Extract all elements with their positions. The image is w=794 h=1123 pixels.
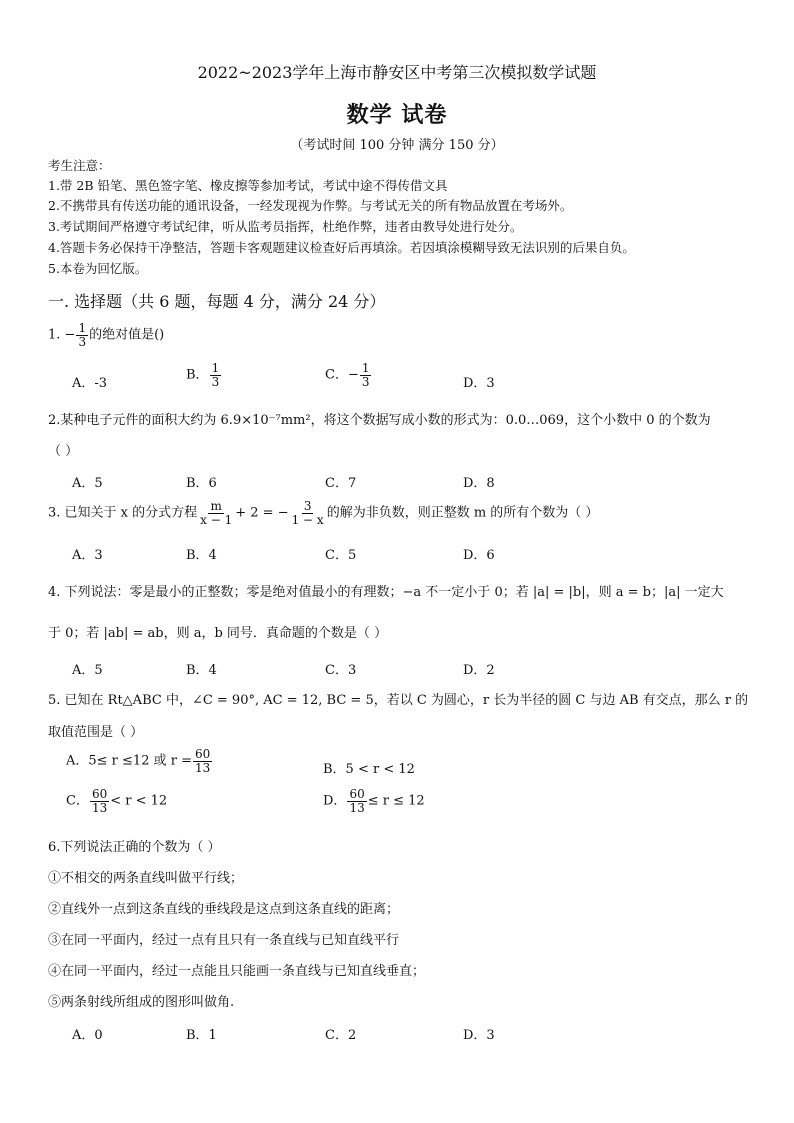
question-2-cont: （ ） [48, 444, 79, 459]
option-a: A．-3 [72, 376, 108, 391]
option-label: B． [186, 367, 209, 383]
option-label: A．5≤ r ≤12 或 r = [66, 753, 192, 769]
option-c: C．5 [325, 548, 357, 563]
option-b: B．6 [186, 476, 217, 491]
option-c [325, 362, 372, 388]
question-4: 4. 下列说法：零是最小的正整数；零是绝对值最小的有理数；−a 不一定小于 0；若 |a| = |b|，则 a = b；|a| 一定大 [48, 585, 724, 600]
notice-item: 3.考试期间严格遵守考试纪律，听从监考员指挥，杜绝作弊，违者由教导处进行处分。 [48, 219, 523, 234]
equation-part: + 2 = − [235, 505, 289, 521]
option-a: A．0 [72, 1028, 103, 1043]
option-a: A．5 [72, 476, 103, 491]
fraction [198, 500, 234, 526]
option-a [66, 748, 213, 774]
question-6: 6.下列说法正确的个数为（ ） [48, 840, 221, 855]
option-c: C．3 [325, 663, 357, 678]
question-1 [48, 322, 164, 348]
fraction [90, 788, 109, 814]
question-text: 的解为非负数，则正整数 m 的所有个数为（ ） [326, 505, 599, 521]
numerator: 3 [303, 499, 312, 513]
fraction [360, 362, 372, 388]
fraction [76, 322, 88, 348]
numerator: 60 [91, 787, 108, 801]
option-c: C．2 [325, 1028, 357, 1043]
denominator: 13 [194, 760, 211, 775]
denominator: 3 [361, 374, 370, 389]
numerator: 1 [78, 321, 87, 335]
option-text: < r < 12 [110, 793, 168, 809]
numerator: 1 [211, 361, 220, 375]
option-label: D． [323, 793, 347, 809]
fraction [193, 748, 212, 774]
statement-item: ①不相交的两条直线叫做平行线； [48, 871, 244, 886]
option-b: B．4 [186, 548, 217, 563]
numerator: 60 [349, 787, 365, 801]
notice-item: 1.带 2B 铅笔、黑色签字笔、橡皮擦等参加考试，考试中途不得传借文具 [48, 178, 448, 193]
fraction [210, 362, 222, 388]
denominator: 13 [349, 800, 365, 815]
question-text: 的绝对值是() [89, 327, 165, 343]
notice-item: 2.不携带具有传送功能的通讯设备，一经发现视为作弊。与考试无关的所有物品放置在考场外。 [48, 198, 573, 213]
exam-time-info: （考试时间 100 分钟 满分 150 分） [290, 138, 504, 153]
option-d: D．6 [463, 548, 495, 563]
denominator: 1 − x [291, 512, 324, 527]
denominator: 13 [91, 800, 108, 815]
notice-item: 5.本卷为回忆版。 [48, 261, 148, 276]
option-d [323, 788, 425, 814]
question-3 [48, 500, 598, 526]
exam-title: 2022~2023学年上海市静安区中考第三次模拟数学试题 [197, 63, 597, 82]
minus-sign: − [64, 327, 76, 343]
option-label: C．− [325, 367, 359, 383]
statement-item: ③在同一平面内，经过一点有且只有一条直线与已知直线平行 [48, 933, 400, 948]
option-d: D．3 [463, 376, 495, 391]
statement-item: ②直线外一点到这条直线的垂线段是这点到这条直线的距离； [48, 902, 400, 917]
option-a: A．3 [72, 548, 103, 563]
numerator: m [210, 499, 222, 513]
option-c [66, 788, 167, 814]
option-d: D．3 [463, 1028, 495, 1043]
exam-subtitle: 数学 试卷 [346, 102, 448, 128]
fraction [290, 500, 326, 526]
fraction [347, 788, 366, 814]
section-heading: 一. 选择题（共 6 题，每题 4 分，满分 24 分） [48, 292, 386, 311]
option-b [186, 362, 222, 388]
numerator: 60 [194, 747, 211, 761]
option-label: C． [66, 793, 89, 809]
denominator: x − 1 [200, 512, 233, 527]
option-d: D．2 [463, 663, 495, 678]
statement-item: ⑤两条射线所组成的图形叫做角. [48, 995, 235, 1010]
notice-item: 4.答题卡务必保持干净整洁，答题卡客观题建议检查好后再填涂。若因填涂模糊导致无法识别的后果自负。 [48, 240, 635, 255]
denominator: 3 [78, 334, 87, 349]
option-text: ≤ r ≤ 12 [367, 793, 425, 809]
option-b: B．4 [186, 663, 217, 678]
question-4-cont: 于 0；若 |ab| = ab，则 a，b 同号．真命题的个数是（ ） [48, 626, 388, 641]
option-d: D．8 [463, 476, 495, 491]
option-a: A．5 [72, 663, 103, 678]
question-text: 3. 已知关于 x 的分式方程 [48, 505, 198, 521]
question-2: 2.某种电子元件的面积大约为 6.9×10⁻⁷mm²，将这个数据写成小数的形式为：0.0…069，这个小数中 0 的个数为 [48, 413, 711, 428]
denominator: 3 [211, 374, 220, 389]
question-5: 5. 已知在 Rt△ABC 中，∠C = 90°, AC = 12, BC = 5，若以 C 为圆心，r 长为半径的圆 C 与边 AB 有交点，那么 r 的 [48, 693, 749, 708]
notice-heading: 考生注意： [48, 158, 111, 173]
question-number: 1. [48, 327, 61, 343]
numerator: 1 [361, 361, 370, 375]
question-5-cont: 取值范围是（ ） [48, 725, 144, 740]
statement-item: ④在同一平面内，经过一点能且只能画一条直线与已知直线垂直； [48, 964, 426, 979]
option-c: C．7 [325, 476, 357, 491]
option-b: B．5 < r < 12 [323, 762, 415, 777]
option-b: B．1 [186, 1028, 217, 1043]
